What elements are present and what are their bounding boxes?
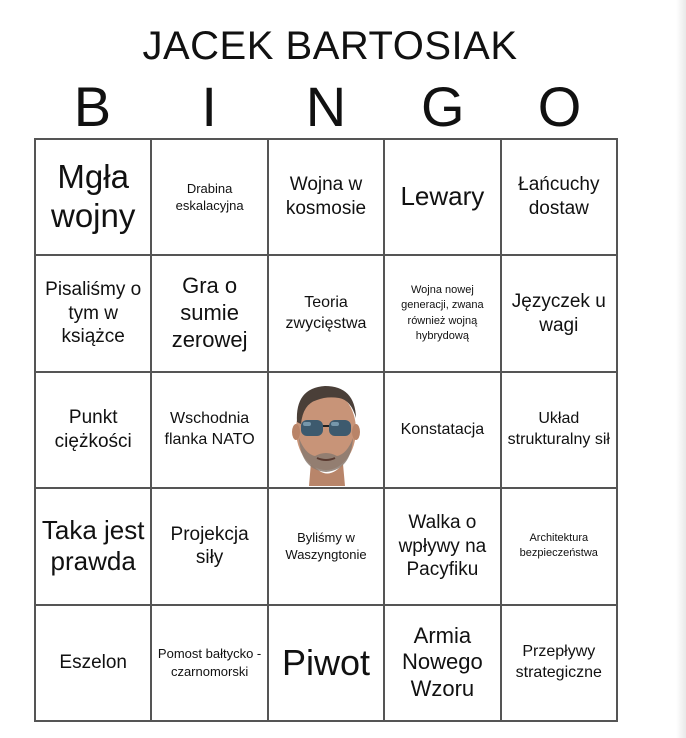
bingo-letters-header	[34, 76, 618, 138]
bingo-cell-r3c2: Wschodnia flanka NATO	[152, 373, 268, 489]
bingo-cell-r2c2: Gra o sumie zerowej	[152, 256, 268, 372]
bingo-cell-r3c5: Układ strukturalny sił	[502, 373, 618, 489]
bingo-cell-r4c5: Architektura bezpieczeństwa	[502, 489, 618, 605]
letter-o: O	[537, 75, 582, 138]
letter-n: N	[305, 75, 347, 138]
bingo-cell-r4c3: Byliśmy w Waszyngtonie	[269, 489, 385, 605]
bingo-cell-r5c5: Przepływy strategiczne	[502, 606, 618, 722]
bingo-cell-r1c1: Mgła wojny	[36, 140, 152, 256]
bingo-cell-r4c1: Taka jest prawda	[36, 489, 152, 605]
bingo-cell-r5c2: Pomost bałtycko - czarnomorski	[152, 606, 268, 722]
bingo-cell-r2c5: Języczek u wagi	[502, 256, 618, 372]
bingo-title: JACEK BARTOSIAK	[142, 24, 518, 68]
bingo-cell-r5c3: Piwot	[269, 606, 385, 722]
bingo-cell-r2c1: Pisaliśmy o tym w książce	[36, 256, 152, 372]
bingo-cell-r5c1: Eszelon	[36, 606, 152, 722]
bingo-cell-r1c4: Lewary	[385, 140, 501, 256]
bingo-cell-center-portrait	[269, 373, 385, 489]
letter-i: I	[201, 75, 217, 138]
bingo-cell-r4c2: Projekcja siły	[152, 489, 268, 605]
bingo-cell-r1c5: Łańcuchy dostaw	[502, 140, 618, 256]
bingo-cell-r3c1: Punkt ciężkości	[36, 373, 152, 489]
page-edge-shadow	[676, 0, 686, 738]
bingo-cell-r5c4: Armia Nowego Wzoru	[385, 606, 501, 722]
letter-b: B	[73, 75, 112, 138]
bingo-cell-r3c4: Konstatacja	[385, 373, 501, 489]
bingo-cell-r2c4: Wojna nowej generacji, zwana również wojną hybrydową	[385, 256, 501, 372]
bingo-cell-r2c3: Teoria zwycięstwa	[269, 256, 385, 372]
portrait-image	[281, 374, 371, 486]
bingo-cell-r1c2: Drabina eskalacyjna	[152, 140, 268, 256]
bingo-grid	[34, 138, 618, 722]
letter-g: G	[421, 75, 465, 138]
bingo-cell-r4c4: Walka o wpływy na Pacyfiku	[385, 489, 501, 605]
bingo-cell-r1c3: Wojna w kosmosie	[269, 140, 385, 256]
